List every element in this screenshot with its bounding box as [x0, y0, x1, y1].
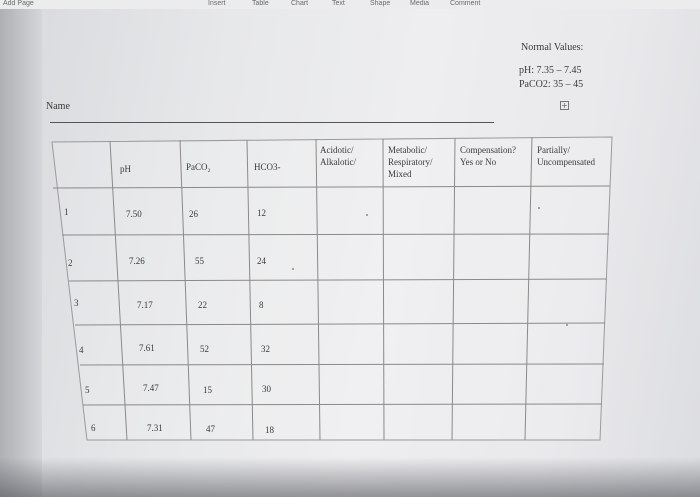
shape-button[interactable]: Shape	[370, 0, 391, 7]
paco2-value[interactable]: 22	[198, 300, 207, 310]
table-button[interactable]: Table	[252, 0, 269, 7]
normal-ph-value: pH: 7.35 – 7.45	[519, 65, 582, 76]
paco2-value[interactable]: 26	[189, 209, 198, 219]
document-page	[0, 9, 700, 497]
row-number: 5	[85, 385, 90, 395]
comment-button[interactable]: Comment	[450, 0, 481, 7]
paco2-value[interactable]: 52	[200, 344, 209, 354]
hco3-value[interactable]: 12	[257, 208, 266, 218]
row-number: 2	[68, 258, 73, 268]
header-paco2: PaCO₂	[186, 162, 211, 172]
header-partially: Partially/ Uncompensated	[537, 145, 595, 167]
header-compensation: Compensation? Yes or No	[460, 145, 516, 167]
hco3-value[interactable]: 32	[261, 344, 270, 354]
hco3-value[interactable]: 30	[262, 384, 271, 394]
ph-value[interactable]: 7.47	[143, 383, 159, 393]
row-number: 4	[79, 345, 84, 355]
header-metabolic: Metabolic/ Respiratory/ Mixed	[388, 145, 433, 179]
header-ph: pH	[120, 164, 131, 174]
hco3-value[interactable]: 24	[257, 256, 266, 266]
abg-table	[0, 9, 700, 497]
ph-value[interactable]: 7.50	[126, 209, 142, 219]
table-grid-icon[interactable]: +	[561, 101, 568, 110]
text-button[interactable]: Text	[332, 0, 345, 7]
normal-values-title: Normal Values:	[521, 42, 584, 53]
ph-value[interactable]: 7.17	[137, 300, 153, 310]
media-button[interactable]: Media	[410, 0, 430, 7]
add-page-button[interactable]: Add Page	[3, 0, 34, 7]
hco3-value[interactable]: 18	[265, 425, 274, 435]
row-number: 1	[64, 207, 69, 217]
ph-value[interactable]: 7.61	[139, 343, 155, 353]
row-number: 6	[91, 423, 96, 433]
header-hco3: HCO3-	[254, 162, 281, 172]
paco2-value[interactable]: 47	[206, 424, 215, 434]
paco2-value[interactable]: 55	[195, 256, 204, 266]
insert-menu[interactable]: Insert	[208, 0, 226, 7]
paco2-value[interactable]: 15	[203, 385, 212, 395]
hco3-value[interactable]: 8	[259, 300, 264, 310]
chart-button[interactable]: Chart	[291, 0, 309, 7]
ph-value[interactable]: 7.31	[147, 423, 163, 433]
normal-paco2-value: PaCO2: 35 – 45	[519, 79, 584, 90]
name-label: Name	[46, 101, 70, 112]
ph-value[interactable]: 7.26	[129, 256, 145, 266]
header-acidotic: Acidotic/ Alkalotic/	[320, 145, 356, 167]
row-number: 3	[74, 298, 79, 308]
